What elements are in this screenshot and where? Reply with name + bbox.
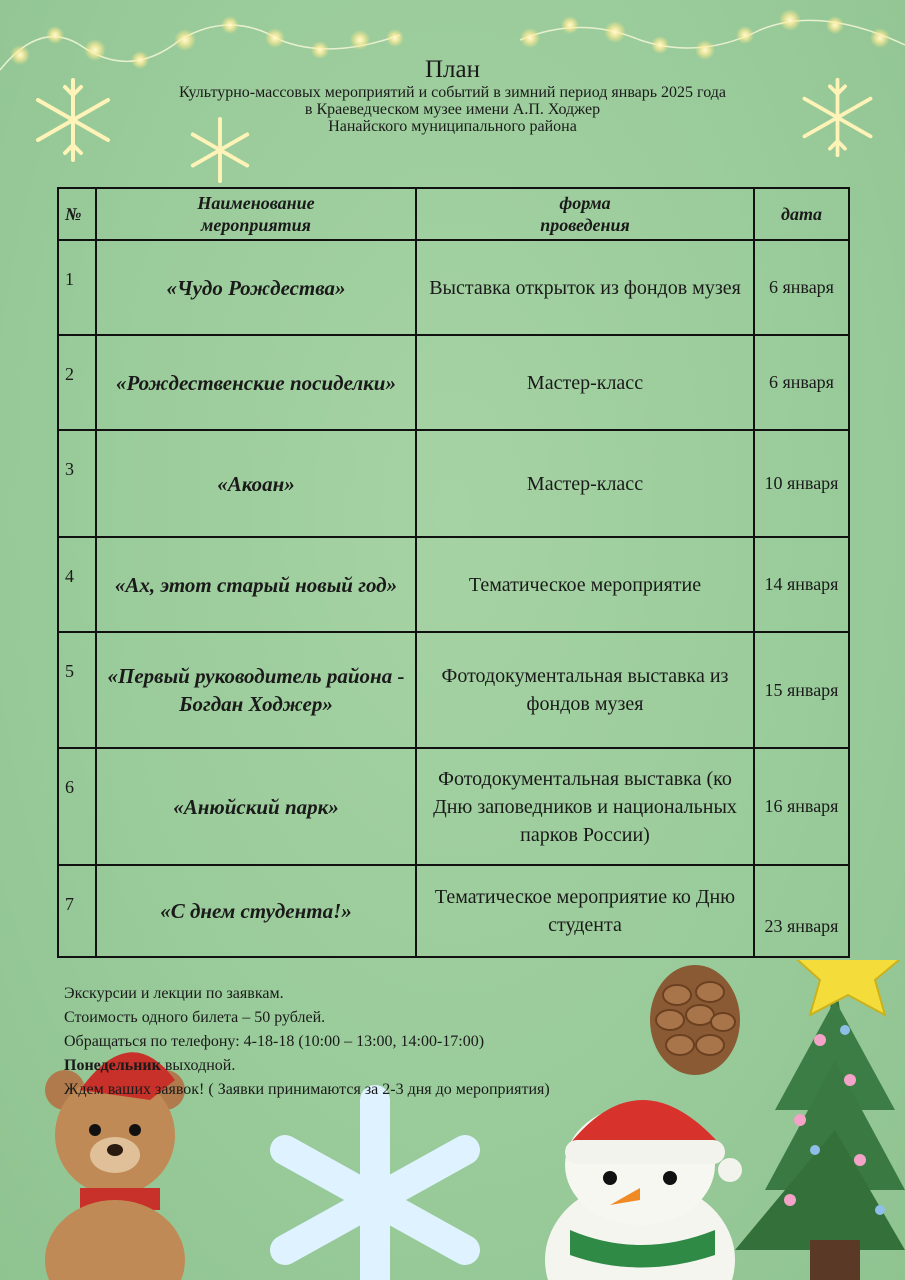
row-name: «Акоан»: [96, 430, 416, 537]
snowflake-icon: [285, 1100, 465, 1280]
table-row: [58, 335, 849, 430]
footer-notes: [64, 982, 550, 1102]
row-form: Мастер-класс: [416, 335, 754, 430]
row-num: 4: [58, 537, 96, 632]
row-form: Тематическое мероприятие ко Дню студента: [416, 865, 754, 957]
row-name: «Чудо Рождества»: [96, 240, 416, 335]
subtitle-line-2: в Краеведческом музее имени А.П. Ходжер: [304, 101, 601, 118]
row-num: 2: [58, 335, 96, 430]
footer-line: Ждем ваших заявок! ( Заявки принимаются за 2-3 дня до мероприятия): [64, 1081, 550, 1098]
table-row: [58, 537, 849, 632]
row-date: 23 января: [754, 865, 849, 957]
row-num: 1: [58, 240, 96, 335]
row-name: «Рождественские посиделки»: [96, 335, 416, 430]
row-date: 10 января: [754, 430, 849, 537]
row-date: 6 января: [754, 240, 849, 335]
row-date: 6 января: [754, 335, 849, 430]
row-form: Тематическое мероприятие: [416, 537, 754, 632]
table-header-row: [58, 188, 849, 240]
row-num: 7: [58, 865, 96, 957]
footer-line: Стоимость одного билета – 50 рублей.: [64, 1009, 326, 1026]
pine-cone: [650, 965, 740, 1075]
subtitle-line-3: Нанайского муниципального района: [328, 118, 577, 135]
table-row: [58, 748, 849, 865]
row-date: 16 января: [754, 748, 849, 865]
document-header: [0, 56, 905, 135]
row-name: «Ах, этот старый новый год»: [96, 537, 416, 632]
row-num: 5: [58, 632, 96, 748]
snowman: [545, 1100, 742, 1280]
table-row: [58, 865, 849, 957]
table-row: [58, 240, 849, 335]
row-form: Фотодокументальная выставка из фондов музея: [416, 632, 754, 748]
table-row: [58, 430, 849, 537]
header-num: №: [58, 188, 96, 240]
footer-bold: Понедельник: [64, 1057, 161, 1074]
header-date: дата: [754, 188, 849, 240]
subtitle-line-1: Культурно-массовых мероприятий и событий в зимний период январь 2025 года: [179, 84, 726, 101]
row-name: «Первый руководитель района - Богдан Ходжер»: [96, 632, 416, 748]
row-date: 14 января: [754, 537, 849, 632]
row-name: «С днем студента!»: [96, 865, 416, 957]
row-form: Выставка открыток из фондов музея: [416, 240, 754, 335]
christmas-tree: [735, 980, 905, 1280]
table-row: [58, 632, 849, 748]
footer-line: Экскурсии и лекции по заявкам.: [64, 985, 284, 1002]
row-form: Мастер-класс: [416, 430, 754, 537]
row-date: 15 января: [754, 632, 849, 748]
row-form: Фотодокументальная выставка (ко Дню заповедников и национальных парков России): [416, 748, 754, 865]
document-title: План: [424, 56, 480, 83]
header-name: Наименование мероприятия: [96, 188, 416, 240]
footer-rest: выходной.: [160, 1057, 236, 1074]
footer-line: Обращаться по телефону: 4-18-18 (10:00 – 13:00, 14:00-17:00): [64, 1033, 485, 1050]
header-form: форма проведения: [416, 188, 754, 240]
row-num: 6: [58, 748, 96, 865]
row-name: «Анюйский парк»: [96, 748, 416, 865]
row-num: 3: [58, 430, 96, 537]
star-icon: [792, 960, 905, 1015]
footer-line: [64, 1054, 550, 1078]
events-table: [57, 187, 850, 958]
